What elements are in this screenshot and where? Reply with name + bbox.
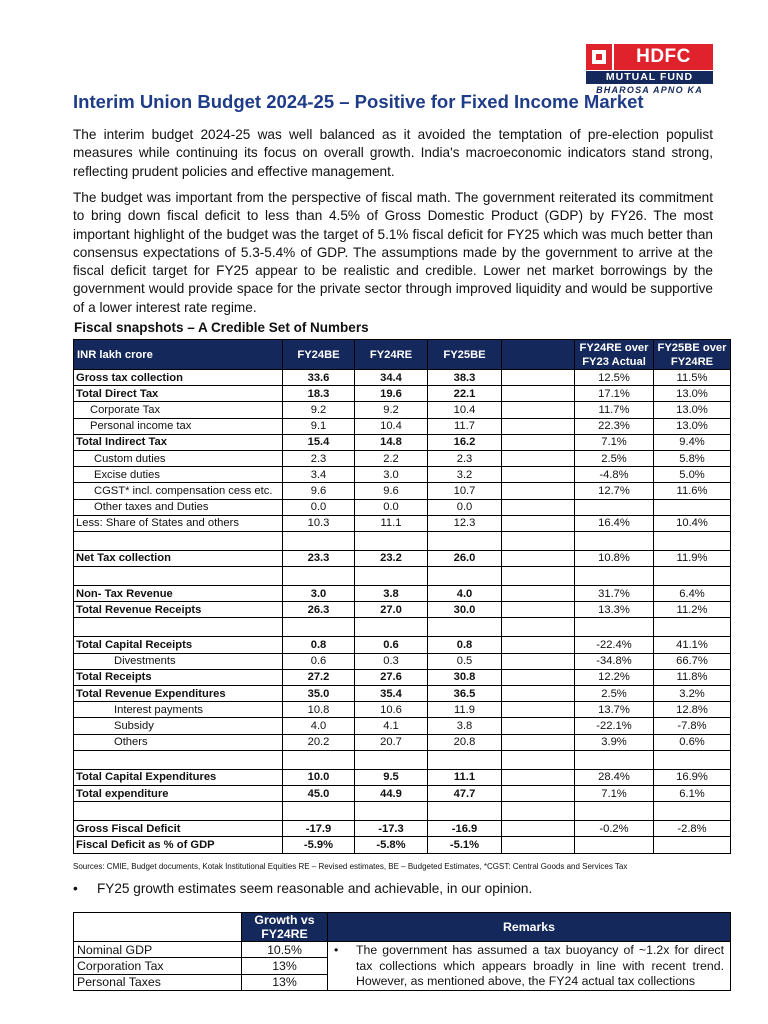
blank-cell — [654, 802, 731, 821]
table-row — [74, 821, 731, 837]
bullet-text: FY25 growth estimates seem reasonable and achievable, in our opinion. — [97, 881, 533, 896]
blank-cell — [575, 618, 654, 637]
row-value: 35.0 — [283, 686, 355, 702]
empty-cell — [502, 602, 575, 618]
row-value: 9.1 — [283, 418, 355, 434]
row-value: 34.4 — [355, 370, 428, 386]
row-value: -17.9 — [283, 821, 355, 837]
row-value: 3.8 — [355, 586, 428, 602]
row-label: Others — [74, 734, 283, 750]
row-change: -34.8% — [575, 653, 654, 669]
row-value: 20.7 — [355, 734, 428, 750]
table-header-row — [74, 340, 731, 370]
table-row — [74, 467, 731, 483]
row-value: 18.3 — [283, 386, 355, 402]
row-change: 12.8% — [654, 702, 731, 718]
blank-row — [74, 567, 731, 586]
growth-header-growth: Growth vs FY24RE — [242, 913, 328, 942]
blank-cell — [283, 618, 355, 637]
row-value: 4.1 — [355, 718, 428, 734]
row-label: Total Receipts — [74, 669, 283, 685]
blank-cell — [502, 531, 575, 550]
remarks-text: The government has assumed a tax buoyancy of ~1.2x for direct tax collections which appears broadly in line with recent trend. However, as mentioned above, the FY24 actual tax collections — [356, 943, 724, 989]
row-value: 33.6 — [283, 370, 355, 386]
row-label: Total Revenue Expenditures — [74, 686, 283, 702]
row-change: 16.9% — [654, 769, 731, 785]
header-unit: INR lakh crore — [74, 340, 283, 370]
row-change: 13.7% — [575, 702, 654, 718]
table-row — [74, 653, 731, 669]
row-value: 4.0 — [283, 718, 355, 734]
row-value: 10.8 — [283, 702, 355, 718]
blank-cell — [428, 750, 502, 769]
empty-cell — [502, 837, 575, 853]
row-label: Divestments — [74, 653, 283, 669]
row-value: 20.2 — [283, 734, 355, 750]
growth-header-row — [74, 913, 731, 942]
table-row — [74, 837, 731, 853]
row-change: 0.6% — [654, 734, 731, 750]
row-value: 0.8 — [283, 637, 355, 653]
blank-cell — [575, 750, 654, 769]
row-value: 11.1 — [355, 515, 428, 531]
blank-cell — [502, 567, 575, 586]
empty-cell — [502, 483, 575, 499]
blank-cell — [428, 802, 502, 821]
empty-cell — [502, 821, 575, 837]
row-label: Excise duties — [74, 467, 283, 483]
empty-cell — [502, 637, 575, 653]
blank-cell — [502, 802, 575, 821]
growth-row — [74, 942, 731, 958]
hdfc-logo — [586, 44, 713, 96]
row-value: 0.3 — [355, 653, 428, 669]
row-label: Total Capital Receipts — [74, 637, 283, 653]
row-change: -22.1% — [575, 718, 654, 734]
row-change: -7.8% — [654, 718, 731, 734]
row-change: 11.2% — [654, 602, 731, 618]
blank-cell — [502, 618, 575, 637]
row-value: 9.2 — [283, 402, 355, 418]
blank-cell — [654, 618, 731, 637]
bullet-dot-icon: • — [73, 881, 78, 896]
row-value: 16.2 — [428, 434, 502, 450]
table-row — [74, 434, 731, 450]
row-change: 2.5% — [575, 686, 654, 702]
row-value: 2.2 — [355, 450, 428, 466]
table-row — [74, 586, 731, 602]
table-row — [74, 602, 731, 618]
hdfc-logo-icon — [586, 44, 612, 70]
row-change: 9.4% — [654, 434, 731, 450]
table-row — [74, 718, 731, 734]
row-change: 17.1% — [575, 386, 654, 402]
row-value: -16.9 — [428, 821, 502, 837]
bullet-point — [73, 881, 532, 896]
row-value: 0.0 — [355, 499, 428, 515]
row-label: Interest payments — [74, 702, 283, 718]
table-row — [74, 550, 731, 566]
row-change: 11.8% — [654, 669, 731, 685]
row-value: 47.7 — [428, 785, 502, 801]
growth-label: Nominal GDP — [74, 942, 242, 958]
row-label: Other taxes and Duties — [74, 499, 283, 515]
row-change: 5.8% — [654, 450, 731, 466]
header-fy25be-over-fy24re: FY25BE over FY24RE — [654, 340, 731, 370]
row-value: 15.4 — [283, 434, 355, 450]
blank-cell — [575, 567, 654, 586]
empty-cell — [502, 386, 575, 402]
row-change: -22.4% — [575, 637, 654, 653]
row-value: 0.0 — [283, 499, 355, 515]
row-value: 44.9 — [355, 785, 428, 801]
table-row — [74, 785, 731, 801]
row-value: 9.6 — [355, 483, 428, 499]
table-row — [74, 402, 731, 418]
remarks-bullet-icon: • — [334, 943, 339, 957]
logo-tagline: BHAROSA APNO KA — [596, 85, 703, 95]
row-value: 35.4 — [355, 686, 428, 702]
blank-cell — [428, 618, 502, 637]
empty-cell — [502, 785, 575, 801]
blank-cell — [428, 567, 502, 586]
row-value: 9.6 — [283, 483, 355, 499]
row-change: 13.0% — [654, 386, 731, 402]
row-change: 13.0% — [654, 418, 731, 434]
row-change — [654, 499, 731, 515]
row-value: 0.6 — [355, 637, 428, 653]
growth-label: Personal Taxes — [74, 974, 242, 990]
logo-brand: HDFC — [614, 44, 713, 70]
row-value: -5.8% — [355, 837, 428, 853]
row-change: 11.7% — [575, 402, 654, 418]
empty-cell — [502, 418, 575, 434]
row-value: 26.3 — [283, 602, 355, 618]
blank-cell — [74, 750, 283, 769]
growth-remarks — [328, 942, 731, 991]
row-change: 3.9% — [575, 734, 654, 750]
blank-row — [74, 531, 731, 550]
row-value: 11.9 — [428, 702, 502, 718]
row-label: Total expenditure — [74, 785, 283, 801]
row-value: 10.6 — [355, 702, 428, 718]
row-change: 22.3% — [575, 418, 654, 434]
row-label: Custom duties — [74, 450, 283, 466]
row-change: 13.0% — [654, 402, 731, 418]
row-change: 11.6% — [654, 483, 731, 499]
fiscal-snapshot-table — [73, 339, 731, 854]
empty-cell — [502, 515, 575, 531]
growth-value: 10.5% — [242, 942, 328, 958]
blank-cell — [575, 802, 654, 821]
blank-cell — [355, 618, 428, 637]
empty-cell — [502, 586, 575, 602]
row-value: 0.6 — [283, 653, 355, 669]
row-value: 4.0 — [428, 586, 502, 602]
row-label: Personal income tax — [74, 418, 283, 434]
table-row — [74, 370, 731, 386]
row-value: 30.8 — [428, 669, 502, 685]
growth-value: 13% — [242, 974, 328, 990]
growth-estimates-table — [73, 912, 731, 991]
row-label: Gross tax collection — [74, 370, 283, 386]
row-label: Less: Share of States and others — [74, 515, 283, 531]
table-row — [74, 637, 731, 653]
blank-cell — [74, 567, 283, 586]
row-value: 9.5 — [355, 769, 428, 785]
row-value: -5.9% — [283, 837, 355, 853]
row-label: Total Revenue Receipts — [74, 602, 283, 618]
row-change: 66.7% — [654, 653, 731, 669]
empty-cell — [502, 550, 575, 566]
growth-value: 13% — [242, 958, 328, 974]
row-value: 14.8 — [355, 434, 428, 450]
empty-cell — [502, 734, 575, 750]
row-change — [654, 837, 731, 853]
blank-cell — [355, 802, 428, 821]
row-value: 30.0 — [428, 602, 502, 618]
row-change: -2.8% — [654, 821, 731, 837]
row-label: Total Direct Tax — [74, 386, 283, 402]
row-value: 11.7 — [428, 418, 502, 434]
row-value: 3.0 — [355, 467, 428, 483]
table-row — [74, 686, 731, 702]
row-label: Non- Tax Revenue — [74, 586, 283, 602]
blank-cell — [654, 567, 731, 586]
row-change: 41.1% — [654, 637, 731, 653]
row-change: 31.7% — [575, 586, 654, 602]
table-row — [74, 734, 731, 750]
row-value: 0.0 — [428, 499, 502, 515]
table-row — [74, 702, 731, 718]
blank-cell — [502, 750, 575, 769]
row-value: 3.2 — [428, 467, 502, 483]
row-value: -17.3 — [355, 821, 428, 837]
table-heading: Fiscal snapshots – A Credible Set of Numbers — [74, 320, 369, 335]
blank-cell — [283, 567, 355, 586]
row-value: 2.3 — [283, 450, 355, 466]
row-value: 11.1 — [428, 769, 502, 785]
row-change: 12.5% — [575, 370, 654, 386]
row-change: 12.2% — [575, 669, 654, 685]
row-value: 26.0 — [428, 550, 502, 566]
blank-cell — [283, 802, 355, 821]
blank-cell — [355, 750, 428, 769]
row-change: 2.5% — [575, 450, 654, 466]
row-value: 27.0 — [355, 602, 428, 618]
row-change: 3.2% — [654, 686, 731, 702]
row-value: 23.2 — [355, 550, 428, 566]
table-row — [74, 669, 731, 685]
empty-cell — [502, 370, 575, 386]
row-change: 7.1% — [575, 434, 654, 450]
row-label: CGST* incl. compensation cess etc. — [74, 483, 283, 499]
blank-row — [74, 750, 731, 769]
row-change: 28.4% — [575, 769, 654, 785]
empty-cell — [502, 499, 575, 515]
header-blank — [502, 340, 575, 370]
fiscal-math-paragraph: The budget was important from the perspective of fiscal math. The government reiterated its commitment to bring down fiscal deficit to less than 4.5% of Gross Domestic Product (GDP) by FY26. The most important highlight of the budget was the target of 5.1% fiscal deficit for FY25 which was much better than consensus expectations of 5.3-5.4% of GDP. The assumptions made by the government to arrive at the fiscal deficit target for FY25 appear to be realistic and credible. Lower net market borrowings by the government would provide space for the private sector through improved liquidity and would be supportive of a lower interest rate regime. — [73, 190, 713, 315]
table-row — [74, 769, 731, 785]
row-value: 3.0 — [283, 586, 355, 602]
empty-cell — [502, 669, 575, 685]
growth-label: Corporation Tax — [74, 958, 242, 974]
row-value: 38.3 — [428, 370, 502, 386]
empty-cell — [502, 653, 575, 669]
growth-header-blank — [74, 913, 242, 942]
empty-cell — [502, 402, 575, 418]
row-change: 12.7% — [575, 483, 654, 499]
logo-mutual-fund: MUTUAL FUND — [586, 71, 713, 84]
row-label: Total Indirect Tax — [74, 434, 283, 450]
row-value: 10.7 — [428, 483, 502, 499]
table-row — [74, 450, 731, 466]
row-change: 13.3% — [575, 602, 654, 618]
row-label: Subsidy — [74, 718, 283, 734]
row-value: 22.1 — [428, 386, 502, 402]
row-change: -0.2% — [575, 821, 654, 837]
row-value: 10.4 — [355, 418, 428, 434]
row-change: 11.5% — [654, 370, 731, 386]
row-value: -5.1% — [428, 837, 502, 853]
row-change: -4.8% — [575, 467, 654, 483]
row-value: 45.0 — [283, 785, 355, 801]
row-change: 11.9% — [654, 550, 731, 566]
row-value: 3.8 — [428, 718, 502, 734]
header-fy24be: FY24BE — [283, 340, 355, 370]
row-value: 19.6 — [355, 386, 428, 402]
table-row — [74, 499, 731, 515]
row-change — [575, 837, 654, 853]
intro-paragraph: The interim budget 2024-25 was well balanced as it avoided the temptation of pre-election populist measures while continuing its focus on overall growth. India's macroeconomic indicators stand strong, reflecting prudent policies and effective management. — [73, 127, 713, 179]
empty-cell — [502, 434, 575, 450]
header-fy24re: FY24RE — [355, 340, 428, 370]
row-change: 5.0% — [654, 467, 731, 483]
growth-header-remarks: Remarks — [328, 913, 731, 942]
row-value: 36.5 — [428, 686, 502, 702]
sources-note: Sources: CMIE, Budget documents, Kotak Institutional Equities RE – Revised estimates, BE – Budgeted Estimates, *CGST: Central Goods and Services Tax — [73, 862, 628, 871]
row-change: 7.1% — [575, 785, 654, 801]
row-value: 9.2 — [355, 402, 428, 418]
row-change: 6.1% — [654, 785, 731, 801]
row-change: 10.4% — [654, 515, 731, 531]
row-change — [575, 499, 654, 515]
table-row — [74, 418, 731, 434]
empty-cell — [502, 718, 575, 734]
header-fy25be: FY25BE — [428, 340, 502, 370]
empty-cell — [502, 769, 575, 785]
blank-cell — [283, 531, 355, 550]
row-label: Fiscal Deficit as % of GDP — [74, 837, 283, 853]
empty-cell — [502, 702, 575, 718]
empty-cell — [502, 467, 575, 483]
blank-cell — [654, 750, 731, 769]
row-value: 12.3 — [428, 515, 502, 531]
row-value: 27.2 — [283, 669, 355, 685]
row-value: 0.5 — [428, 653, 502, 669]
row-change: 10.8% — [575, 550, 654, 566]
blank-cell — [74, 618, 283, 637]
row-value: 3.4 — [283, 467, 355, 483]
page-title: Interim Union Budget 2024-25 – Positive for Fixed Income Market — [73, 91, 644, 112]
empty-cell — [502, 450, 575, 466]
row-value: 10.3 — [283, 515, 355, 531]
row-change: 16.4% — [575, 515, 654, 531]
row-value: 0.8 — [428, 637, 502, 653]
header-fy24re-over-fy23: FY24RE over FY23 Actual — [575, 340, 654, 370]
blank-row — [74, 618, 731, 637]
blank-cell — [575, 531, 654, 550]
blank-cell — [74, 531, 283, 550]
row-value: 27.6 — [355, 669, 428, 685]
row-value: 10.4 — [428, 402, 502, 418]
blank-cell — [654, 531, 731, 550]
row-change: 6.4% — [654, 586, 731, 602]
table-row — [74, 483, 731, 499]
table-row — [74, 515, 731, 531]
blank-cell — [283, 750, 355, 769]
table-row — [74, 386, 731, 402]
row-label: Gross Fiscal Deficit — [74, 821, 283, 837]
blank-cell — [428, 531, 502, 550]
blank-cell — [355, 567, 428, 586]
blank-row — [74, 802, 731, 821]
row-value: 23.3 — [283, 550, 355, 566]
row-value: 2.3 — [428, 450, 502, 466]
row-label: Total Capital Expenditures — [74, 769, 283, 785]
blank-cell — [355, 531, 428, 550]
row-label: Net Tax collection — [74, 550, 283, 566]
row-label: Corporate Tax — [74, 402, 283, 418]
row-value: 10.0 — [283, 769, 355, 785]
blank-cell — [74, 802, 283, 821]
empty-cell — [502, 686, 575, 702]
row-value: 20.8 — [428, 734, 502, 750]
